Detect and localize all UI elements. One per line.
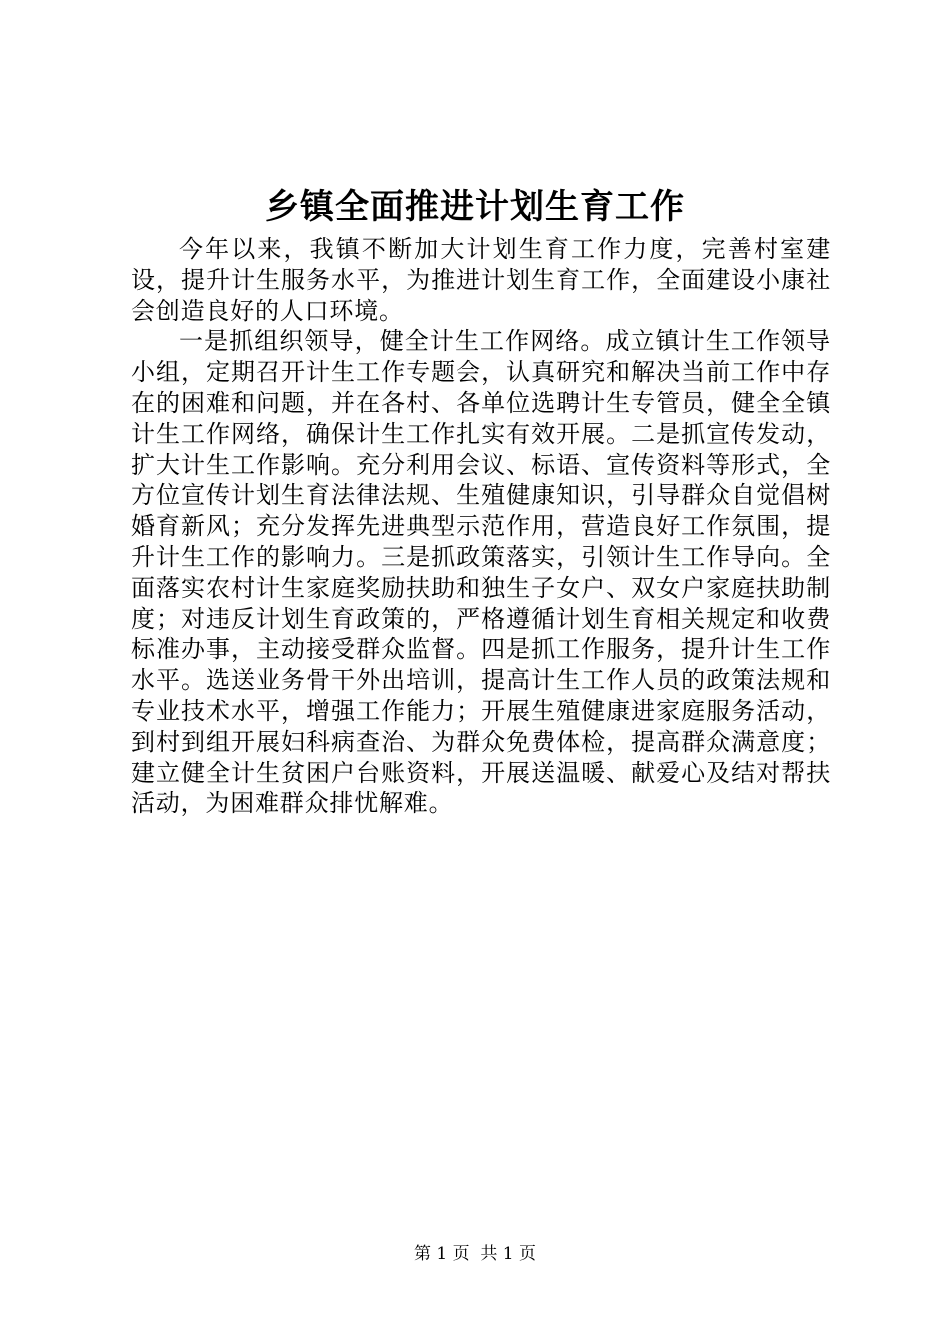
page-footer — [0, 1242, 950, 1266]
document-title: 乡镇全面推进计划生育工作 — [265, 187, 685, 227]
measures-paragraph: 一是抓组织领导，健全计生工作网络。成立镇计生工作领导小组，定期召开计生工作专题会，认真研究和解决当前工作中存在的困难和问题，并在各村、各单位选聘计生专管员，健全全镇计生工作网络，确保计生工作扎实有效开展。二是抓宣传发动，扩大计生工作影响。充分利用会议、标语、宣传资料等形式，全方位宣传计划生育法律法规、生殖健康知识，引导群众自觉倡树婚育新风；充分发挥先进典型示范作用，营造良好工作氛围，提升计生工作的影响力。三是抓政策落实，引领计生工作导向。全面落实农村计生家庭奖励扶助和独生子女户、双女户家庭扶助制度；对违反计划生育政策的，严格遵循计划生育相关规定和收费标准办事，主动接受群众监督。四是抓工作服务，提升计生工作水平。选送业务骨干外出培训，提高计生工作人员的政策法规和专业技术水平，增强工作能力；开展生殖健康进家庭服务活动，到村到组开展妇科病查治、为群众免费体检，提高群众满意度；建立健全计生贫困户台账资料，开展送温暖、献爱心及结对帮扶活动，为困难群众排忧解难。 — [131, 327, 831, 818]
document-body — [131, 234, 831, 819]
intro-paragraph: 今年以来，我镇不断加大计划生育工作力度，完善村室建设，提升计生服务水平，为推进计划生育工作，全面建设小康社会创造良好的人口环境。 — [131, 235, 831, 325]
page-number-label: 第 1 页 共 1 页 — [413, 1244, 537, 1264]
